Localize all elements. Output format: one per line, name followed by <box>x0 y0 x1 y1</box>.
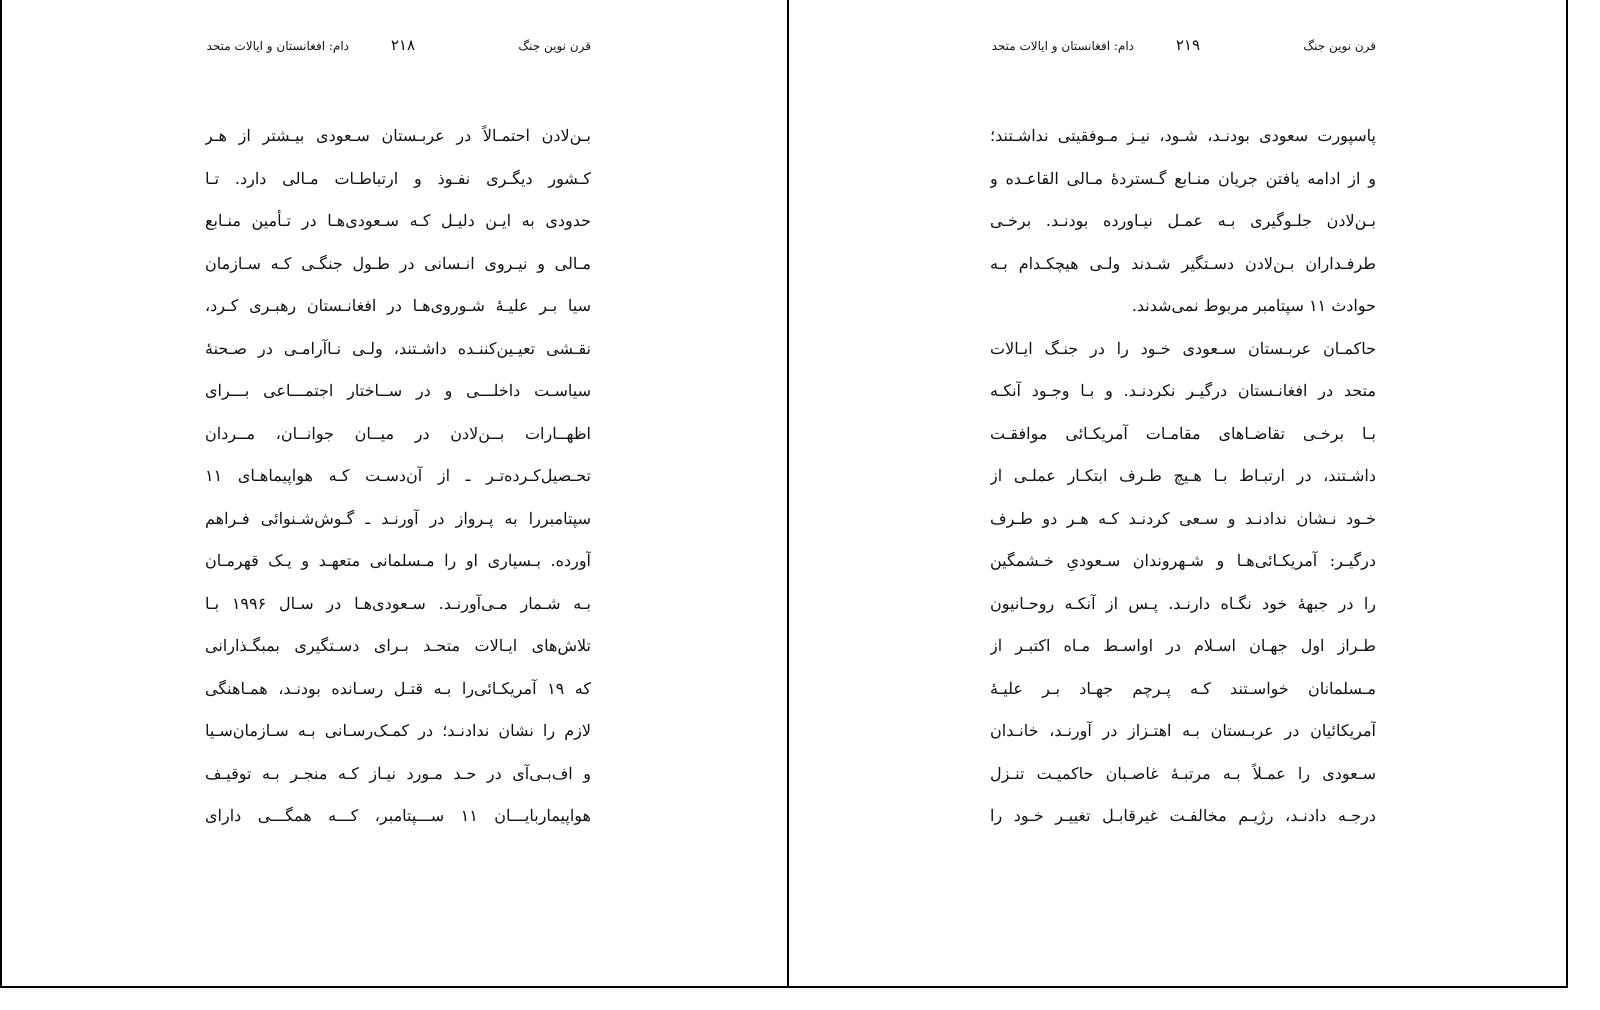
text-line: آمریکائیان در عربـستان بـه اهتـزاز در آورنـد، خانـدان <box>990 721 1376 740</box>
right-page <box>990 0 1376 988</box>
text-line: که ۱۹ آمریکـائی‌را بـه قتـل رسـانده بودنـد، همـاهنگی <box>205 678 591 698</box>
text-line: درگیـر: آمریکـائی‌هـا و شـهروندان سـعودیِ خـشمگین <box>990 551 1376 570</box>
text-line: خـود نـشان ندادنـد و سـعی کردنـد کـه هـر دو طـرف <box>990 508 1376 528</box>
text-line: حوادث ۱۱ سپتامبر مربوط نمی‌شدند. <box>1131 296 1376 315</box>
text-line: سـعودی را عمـلاً بـه مرتبـهٔ غاصـبان حاکمیـت تنـزل <box>990 763 1376 783</box>
text-line: بـن‌لادن جلـوگیری بـه عمـل نیـاورده بودنـد. برخـی <box>990 211 1376 230</box>
text-line: پاسپورت سعودی بودنـد، شـود، نیـز مـوفقیتی نداشـتند؛ <box>990 126 1376 145</box>
text-line: طـراز اول جهـان اسـلام در اواسـط مـاه اکتبـر از <box>990 636 1376 655</box>
text-line: لازم را نشان ندادنـد؛ در کمـک‌رسـانی بـه سـازمان‌سـیا <box>205 721 591 740</box>
text-line: بـه شـمار مـی‌آورنـد. سـعودی‌هـا در سـال ۱۹۹۶ بـا <box>205 593 591 613</box>
text-line: متحد در افغانـستان درگیـر نکردنـد. و بـا وجـود آنکـه <box>990 381 1376 400</box>
text-line: سپتامبررا به پـرواز در آورنـد ـ گـوش‌شـنوائی فـراهم <box>205 508 591 528</box>
text-line: تحـصیل‌کـرده‌تـر ـ از آن‌دسـت کـه هواپیماهـای ۱۱ <box>205 466 591 485</box>
left-page <box>205 0 591 988</box>
text-line: و اف‌بـی‌آی در حـد مـورد نیـاز کـه منجـر بـه توقیـف <box>205 763 591 783</box>
right-page-header <box>990 36 1376 58</box>
left-header-book-title: قرن نوین جنگ <box>518 39 591 53</box>
left-page-body <box>205 122 591 845</box>
text-line: درجـه دادنـد، رژیـم مخالفـت غیرقابـل تغییـر خـود را <box>990 806 1376 825</box>
text-line: و از ادامه یافتن جریان منـابع گـستردهٔ مـالی القاعـده و <box>990 168 1376 188</box>
left-header-page-number: ۲۱۸ <box>390 36 415 54</box>
text-line: هواپیماربایـــان ۱۱ ســـپتامبر، کـــه همگـــی دارای <box>205 806 591 825</box>
text-line: سیاسـت داخلـــی و در ســاختار اجتمـــاعی بـــرای <box>205 381 591 400</box>
text-line: طرفـداران بـن‌لادن دسـتگیر شـدند ولـی هیچکـدام بـه <box>990 253 1376 273</box>
text-line: مـسلمانان خواسـتند کـه پـرچم جهـاد بـر علیـهٔ <box>990 678 1376 698</box>
text-line: بـا برخـی تقاضـاهای مقامـات آمریکـائی موافقـت <box>990 423 1376 443</box>
text-line: مـالی و نیـروی انـسانی در طـول جنگـی کـه سـازمان <box>205 253 591 273</box>
right-header-chapter-title: دام: افغانستان و ایالات متحد <box>991 39 1134 53</box>
text-line: اظهــارات بــن‌لادن در میــان جوانــان، مــردان <box>205 423 591 443</box>
text-line: بـن‌لادن احتمـالاً در عربـستان سـعودی بیـشتر از هـر <box>205 126 591 145</box>
text-line: حاکمـان عربـستان سـعودی خـود را در جنـگ ایـالات <box>990 338 1376 358</box>
text-line: داشـتند، در ارتبـاط بـا هـیچ طـرف ابتکـار عملـی از <box>990 466 1376 485</box>
text-line: سیا بـر علیـهٔ شـوروی‌هـا در افغانـستان رهبـری کـرد، <box>205 296 591 315</box>
right-header-book-title: قرن نوین جنگ <box>1303 39 1376 53</box>
text-line: نقـشی تعیـین‌کننـده داشـتند، ولـی نـاآرامـی در صـحنهٔ <box>205 338 591 358</box>
text-line: را در جبههٔ خود نگـاه دارنـد. پـس از آنکـه روحـانیون <box>990 593 1376 613</box>
text-line: تلاش‌های ایـالات متحـد بـرای دسـتگیری بمبگـذارانی <box>205 636 591 655</box>
text-line: حدودی به ایـن دلیـل کـه سـعودی‌هـا در تـأمین منـابع <box>205 211 591 230</box>
left-header-chapter-title: دام: افغانستان و ایالات متحد <box>206 39 349 53</box>
text-line: آورده. بـسیاری او را مـسلمانی متعهـد و یـک قهرمـان <box>205 551 591 570</box>
left-page-header <box>205 36 591 58</box>
text-line: کـشور دیگـری نفـوذ و ارتباطـات مـالی دارد. تـا <box>205 168 591 188</box>
right-page-body <box>990 122 1376 845</box>
page-divider <box>787 0 789 988</box>
right-header-page-number: ۲۱۹ <box>1175 36 1200 54</box>
